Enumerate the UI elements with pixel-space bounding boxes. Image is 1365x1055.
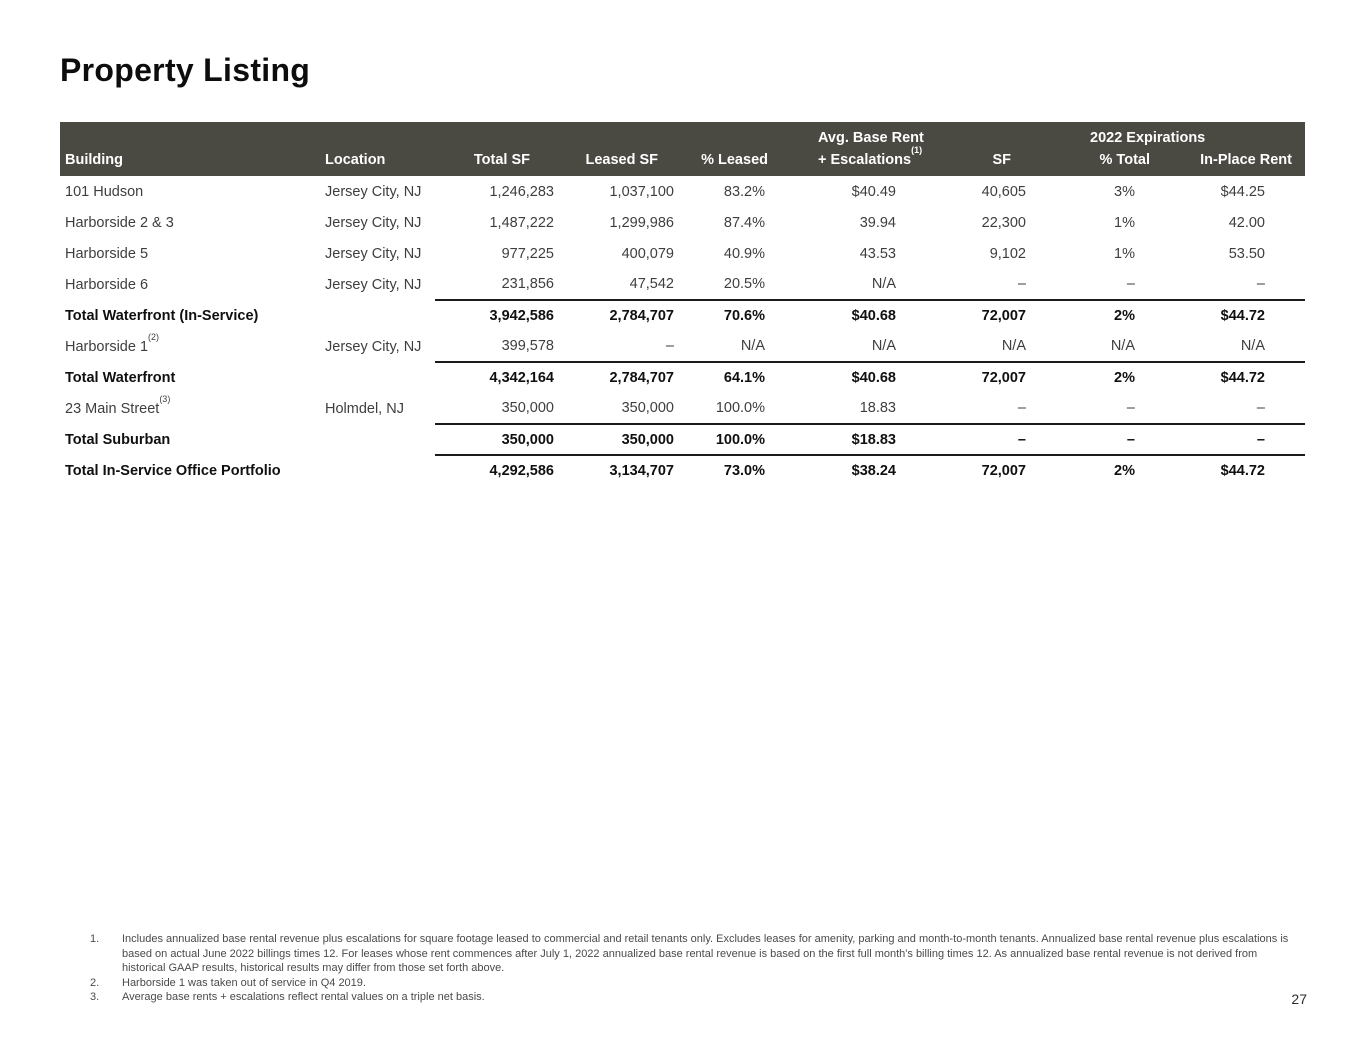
cell-avg-base-rent: 43.53 [859,245,896,262]
cell-total-sf: 4,342,164 [489,370,554,386]
col-header-total-sf: Total SF [435,146,560,176]
cell-exp-sf: 9,102 [989,245,1026,262]
page-title: Property Listing [60,52,311,88]
cell-building: Harborside 6 [65,276,149,293]
cell-location [325,362,435,393]
footnote-text: Includes annualized base rental revenue plus escalations for square footage leased to commercial and retail tenants only. Excludes leases for amenity, parking and month-to-month tenants. Annualized base rental revenue plus escalations is based on actual June 2022 billings times 12. For leases whose rent commences after July 1, 2022 annualized base rental revenue is based on the first full month's billing times 12. As annualized base rental revenue is not derived from historical GAAP results, historical results may differ from those set forth above. [122,933,1289,975]
col-header-avg-base-rent-line1: Avg. Base Rent [770,122,900,146]
cell-leased-sf: 47,542 [560,269,680,300]
cell-in-place-rent: $44.72 [1220,463,1265,479]
cell-in-place-rent: $44.72 [1220,308,1265,324]
cell-location: Jersey City, NJ [325,183,422,200]
cell-pct-leased: 100.0% [680,393,770,424]
cell-exp-pct-total: 2% [1114,308,1135,324]
cell-building: 101 Hudson [65,183,144,200]
cell-total-sf: 350,000 [435,393,560,424]
col-header-expirations-sf: SF [900,146,1035,176]
table-row [60,207,1305,238]
cell-pct-leased: 83.2% [723,183,765,200]
cell-exp-pct-total: – [1035,393,1155,424]
cell-leased-sf: 400,079 [621,245,674,262]
cell-location [325,300,435,331]
cell-total-sf: 399,578 [435,331,560,362]
cell-in-place-rent: – [1155,393,1305,424]
cell-exp-pct-total: 2% [1114,463,1135,479]
cell-location [325,424,435,455]
table-row [60,300,1305,331]
footnote-number: 2. [90,976,100,989]
cell-exp-pct-total: – [1035,269,1155,300]
cell-in-place-rent: $44.25 [1220,183,1265,200]
table-row [60,424,1305,455]
cell-pct-leased: N/A [680,331,770,362]
col-header-in-place-rent: In-Place Rent [1155,146,1305,176]
cell-avg-base-rent: $40.68 [851,370,896,386]
cell-location [325,455,435,486]
cell-location: Holmdel, NJ [325,400,404,417]
cell-in-place-rent: – [1155,269,1305,300]
cell-total-sf: 4,292,586 [489,463,554,479]
cell-leased-sf: – [560,331,680,362]
col-header-avg-base-rent-line2 [770,145,923,176]
cell-exp-pct-total: – [1035,424,1155,455]
cell-pct-leased: 64.1% [723,370,765,386]
col-header-leased-sf: Leased SF [560,146,680,176]
cell-building: Harborside 5 [65,245,149,262]
cell-leased-sf: 2,784,707 [609,308,674,324]
cell-building: 23 Main Street$^{(3)}$ [65,393,171,417]
cell-leased-sf: 350,000 [560,424,680,455]
cell-in-place-rent: 53.50 [1228,245,1265,262]
cell-exp-sf: 22,300 [981,214,1026,231]
header-spacer [60,122,770,146]
cell-leased-sf: 3,134,707 [609,463,674,479]
cell-total-sf: 231,856 [435,269,560,300]
cell-exp-sf: – [900,424,1035,455]
cell-leased-sf: 1,299,986 [609,214,674,231]
footnotes [90,932,1292,1005]
cell-leased-sf: 350,000 [560,393,680,424]
cell-exp-sf: N/A [900,331,1035,362]
footnote-2 [90,976,1292,991]
footnote-text: Harborside 1 was taken out of service in Q4 2019. [122,976,366,989]
cell-building: Total Waterfront (In-Service) [65,307,259,324]
cell-avg-base-rent: $18.83 [770,424,900,455]
col-header-expirations-pct-total: % Total [1035,146,1155,176]
cell-location: Jersey City, NJ [325,214,422,231]
footnote-3 [90,990,1292,1005]
cell-building: Total Waterfront [65,369,176,386]
cell-pct-leased: 70.6% [723,308,765,324]
cell-exp-sf: 72,007 [981,308,1026,324]
col-group-2022-expirations: 2022 Expirations [900,122,1155,146]
cell-location: Jersey City, NJ [325,338,422,355]
cell-pct-leased: 20.5% [680,269,770,300]
table-row [60,269,1305,300]
cell-avg-base-rent: $40.68 [851,308,896,324]
cell-avg-base-rent: 18.83 [770,393,900,424]
table-row [60,393,1305,424]
cell-exp-sf: – [900,393,1035,424]
cell-exp-sf: – [900,269,1035,300]
cell-in-place-rent: 42.00 [1228,214,1265,231]
cell-exp-pct-total: 3% [1114,183,1135,200]
cell-location: Jersey City, NJ [325,276,422,293]
cell-avg-base-rent: N/A [770,269,900,300]
cell-in-place-rent: – [1155,424,1305,455]
col-header-pct-leased: % Leased [680,146,770,176]
table-row [60,176,1305,207]
table-row [60,362,1305,393]
page-number: 27 [1291,991,1307,1007]
footnote-ref-1: (1) [911,145,923,156]
col-header-building: Building [60,146,325,176]
cell-building: Total In-Service Office Portfolio [65,462,281,479]
cell-avg-base-rent: 39.94 [859,214,896,231]
col-header-location: Location [325,146,435,176]
cell-leased-sf: 2,784,707 [609,370,674,386]
cell-exp-sf: 72,007 [981,463,1026,479]
cell-total-sf: 3,942,586 [489,308,554,324]
col-header-avg-base-rent-label: + Escalations [818,152,912,168]
footnote-text: Average base rents + escalations reflect rental values on a triple net basis. [122,991,485,1004]
cell-exp-sf: 72,007 [981,370,1026,386]
cell-in-place-rent: N/A [1155,331,1305,362]
cell-pct-leased: 87.4% [723,214,765,231]
cell-building: Harborside 2 & 3 [65,214,174,231]
footnote-ref: (2) [148,331,160,342]
cell-exp-pct-total: 1% [1114,214,1135,231]
cell-total-sf: 977,225 [501,245,554,262]
cell-avg-base-rent: N/A [770,331,900,362]
cell-in-place-rent: $44.72 [1220,370,1265,386]
footnote-number: 1. [90,933,100,945]
table-row [60,331,1305,362]
cell-leased-sf: 1,037,100 [609,183,674,200]
cell-pct-leased: 73.0% [723,463,765,479]
cell-avg-base-rent: $40.49 [851,183,896,200]
table-body [60,176,1305,486]
footnote-1 [90,932,1292,976]
footnote-ref: (3) [159,393,171,404]
cell-exp-pct-total: N/A [1035,331,1155,362]
cell-exp-pct-total: 2% [1114,370,1135,386]
cell-total-sf: 1,246,283 [489,183,554,200]
footnote-number: 3. [90,991,100,1004]
cell-pct-leased: 40.9% [723,245,765,262]
property-listing-table [60,122,1305,486]
table-row [60,455,1305,486]
cell-pct-leased: 100.0% [680,424,770,455]
cell-building: Harborside 1$^{(2)}$ [65,331,160,355]
cell-exp-sf: 40,605 [981,183,1026,200]
cell-total-sf: 1,487,222 [489,214,554,231]
cell-exp-pct-total: 1% [1114,245,1135,262]
cell-building: Total Suburban [65,431,171,448]
table-header [60,122,1305,176]
cell-total-sf: 350,000 [435,424,560,455]
table-row [60,238,1305,269]
cell-location: Jersey City, NJ [325,245,422,262]
cell-avg-base-rent: $38.24 [851,463,896,479]
